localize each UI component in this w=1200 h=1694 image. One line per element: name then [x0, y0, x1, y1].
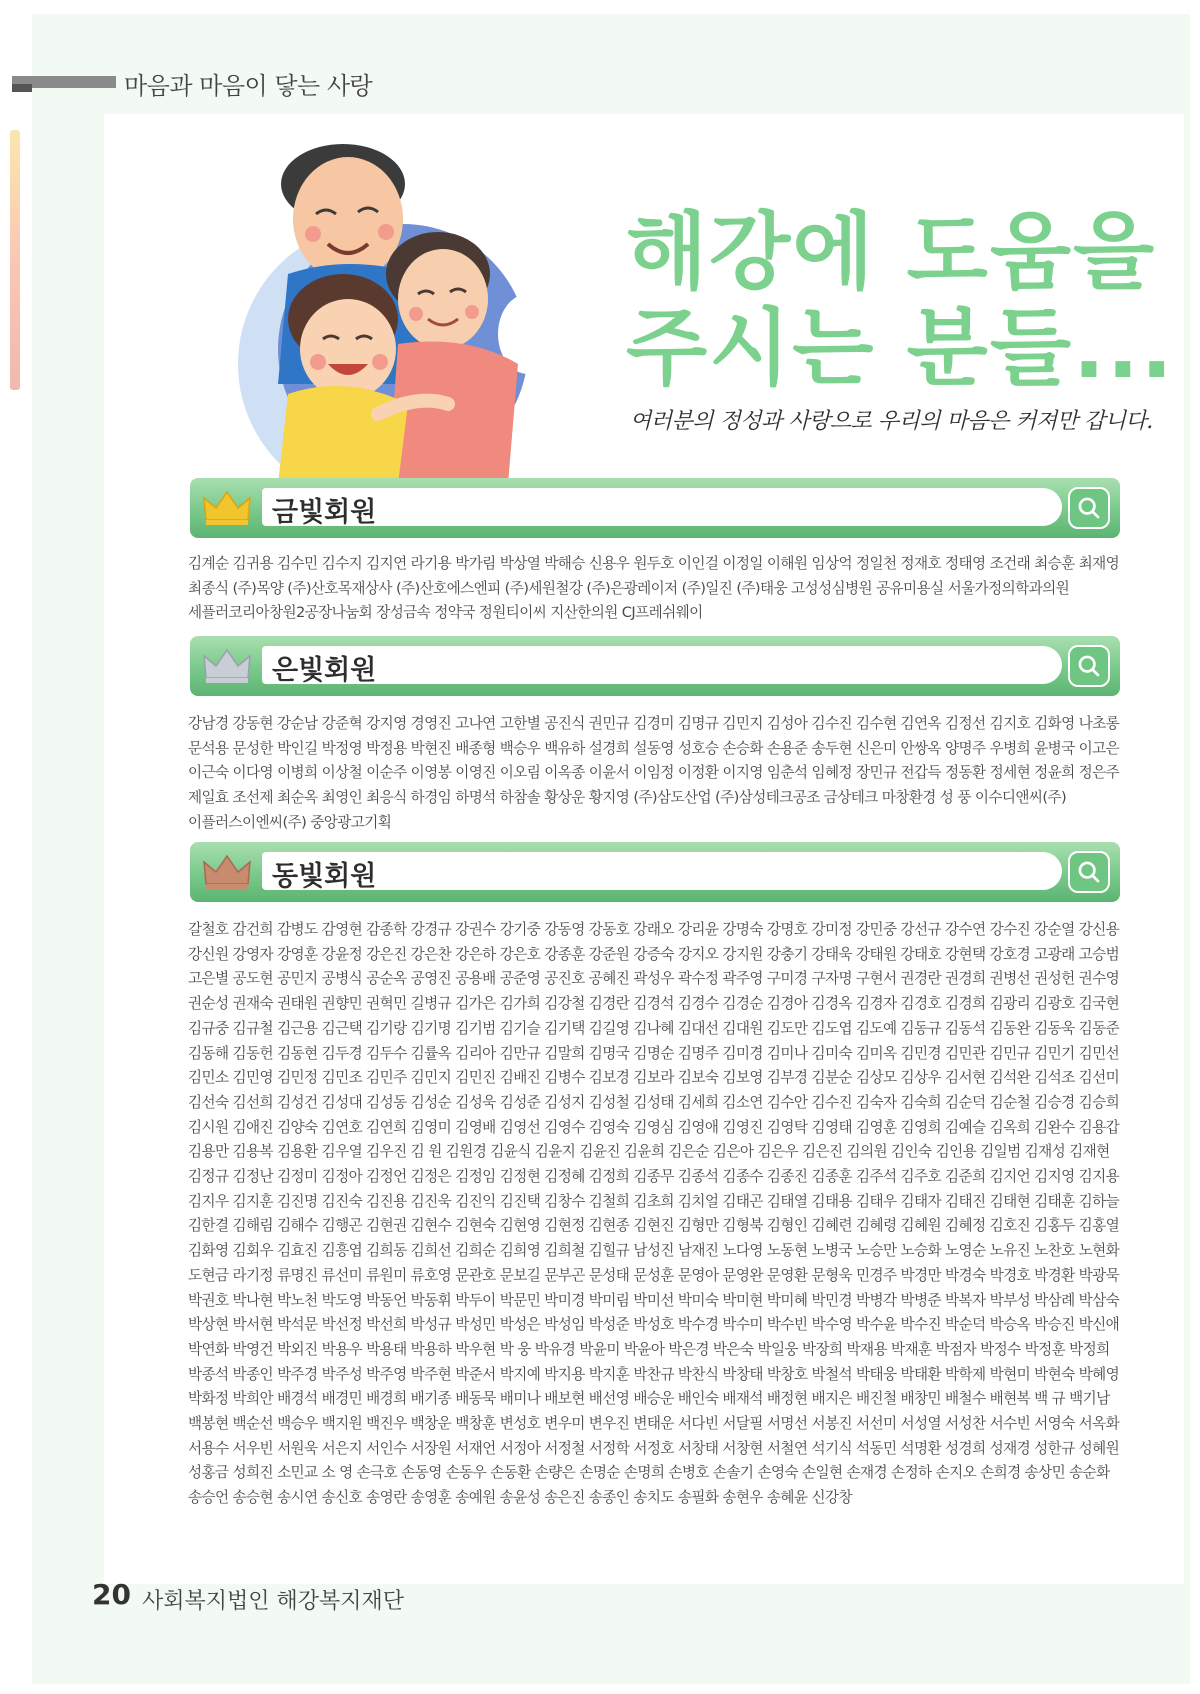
bronze-crown-icon — [202, 854, 252, 890]
tier-label-silver: 은빛회원 — [272, 655, 377, 686]
family-hug-illustration — [228, 134, 558, 484]
binder-edge — [10, 130, 20, 390]
silver-crown-icon — [202, 648, 252, 684]
footer-org-name: 사회복지법인 해강복지재단 — [142, 1589, 405, 1614]
header-rule-accent — [12, 84, 32, 92]
tier-label-gold: 금빛회원 — [272, 497, 377, 528]
tier-label-pill — [262, 488, 1062, 526]
silver-member-list: 강남경 강동현 강순남 강준혁 강지영 경영진 고나연 고한별 공진식 권민규 김경미 김명규 김민지 김성아 김수진 김수현 김연옥 김정선 김지호 김화영 나초롱 문석용 문성한 박인길 박정영 박정용 박현진 배종형 백승우 백유하 설경희 설동영 성호승 손승화 손용준 송두현 신은미 안쌍옥 양명주 우병희 윤병국 이고은 이근숙 이다영 이병희 이상철 이순주 이영봉 이영진 이오림 이옥종 이윤서 이임정 이정환 이지영 임춘석 임혜정 장민규 전갑득 정동환 정세현 정윤희 정은주 제일효 조선제 최순옥 최영인 최응식 하경임 하명석 하참솔 황상운 황지영 (주)삼도산업 (주)삼성테크공조 금상테크 마창환경 성 풍 이수디앤씨(주) 이플러스이엔씨(주) 중앙광고기획 — [188, 715, 1120, 831]
page-number: 20 — [92, 1578, 131, 1611]
gold-crown-icon — [202, 490, 252, 526]
headline: 해강에 도움을 주시는 분들... — [626, 203, 1175, 397]
section-title: 마음과 마음이 닿는 사랑 — [124, 72, 373, 100]
search-icon[interactable] — [1068, 645, 1110, 687]
bronze-member-list: 갈철호 감건희 감병도 감영현 감종학 강경규 강권수 강기중 강동영 강동호 강래오 강리윤 강명숙 강명호 강미정 강민중 강선규 강수연 강수진 강순열 강신용 강신원 강영자 강영훈 강윤정 강은진 강은찬 강은하 강은호 강종훈 강준원 강증숙 강지오 강지원 강충기 강태욱 강태원 강태호 강현택 강호경 고광래 고승범 고은별 공도현 공민지 공병식 공순옥 공영진 공용배 공준영 공진호 공혜진 곽성우 곽수정 곽주영 구미경 구자명 구현서 권경란 권경희 권병선 권성헌 권수영 권순성 권재숙 권태원 권향민 권혁민 길병규 김가은 김가희 김강철 김경란 김경석 김경수 김경순 김경아 김경옥 김경자 김경호 김경희 김광리 김광호 김국현 김규중 김규철 김근용 김근택 김기랑 김기명 김기범 김기슬 김기택 김길영 김나혜 김대선 김대원 김도만 김도엽 김도예 김동규 김동석 김동완 김동욱 김동준 김동해 김동헌 김동현 김두경 김두수 김률옥 김리아 김만규 김말희 김명국 김명순 김명주 김미경 김미나 김미숙 김미옥 김민경 김민관 김민규 김민기 김민선 김민소 김민영 김민정 김민조 김민주 김민지 김민진 김배진 김병수 김보경 김보라 김보숙 김보영 김부경 김분순 김상모 김상우 김서현 김석완 김석조 김선미 김선숙 김선희 김성건 김성대 김성동 김성순 김성욱 김성준 김성지 김성철 김성태 김세희 김소연 김수안 김수진 김숙자 김숙희 김순덕 김순철 김승경 김승희 김시원 김애진 김양숙 김연호 김연희 김영미 김영배 김영선 김영수 김영숙 김영심 김영애 김영진 김영탁 김영태 김영훈 김영희 김예슬 김옥희 김완수 김용갑 김용만 김용복 김용환 김우열 김우진 김 원 김원경 김윤식 김윤지 김윤진 김윤희 김은순 김은아 김은우 김은진 김의원 김인숙 김인용 김일범 김재성 김재현 김정규 김정난 김정미 김정아 김정언 김정은 김정임 김정현 김정혜 김정희 김종무 김종석 김종수 김종진 김종훈 김주석 김주호 김준희 김지언 김지영 김지용 김지우 김지훈 김진명 김진숙 김진용 김진욱 김진익 김진택 김창수 김철희 김초희 김치얼 김태곤 김태열 김태용 김태우 김태자 김태진 김태현 김태훈 김하늘 김한결 김해림 김해수 김행곤 김현권 김현수 김현숙 김현영 김현정 김현종 김현진 김형만 김형북 김형인 김혜련 김혜령 김혜원 김혜정 김호진 김홍두 김홍열 김화영 김회우 김효진 김흥엽 김희동 김희선 김희순 김희영 김희철 김힐규 남성진 남재진 노다영 노동현 노병국 노승만 노승화 노영순 노유진 노찬호 노현화 도현금 라기정 류명진 류선미 류원미 류호영 문관호 문보길 문부곤 문성태 문성훈 문영아 문영완 문영환 문형욱 민경주 박경만 박경숙 박경호 박경환 박광묵 박권호 박나현 박노천 박도영 박동언 박동휘 박두이 박문민 박미경 박미림 박미선 박미숙 박미현 박미혜 박민경 박병각 박병준 박복자 박부성 박삼례 박삼숙 박상현 박서현 박석문 박선정 박선희 박성규 박성민 박성은 박성임 박성준 박성호 박수경 박수미 박수빈 박수영 박수윤 박수진 박순덕 박승옥 박승진 박신애 박연화 박영건 박외진 박용우 박용태 박용하 박우현 박 웅 박유경 박윤미 박윤아 박은경 박은숙 박일웅 박장희 박재용 박재훈 박점자 박정수 박정훈 박정희 박종석 박종인 박주경 박주성 박주영 박주현 박준서 박지예 박지용 박지훈 박찬규 박찬식 박창태 박창호 박철석 박태웅 박태환 박학제 박현미 박현숙 박혜영 박화정 박희안 배경석 배경민 배경희 배기종 배동묵 배미나 배보현 배선영 배승운 배인숙 배재석 배정현 배지은 배진철 배창민 배철수 배현복 백 규 백기남 백봉현 백순선 백승우 백지원 백진우 백창운 백창훈 변성호 변우미 변우진 변태운 서다빈 서달필 서명선 서봉진 서선미 서성열 서성찬 서수빈 서영숙 서옥화 서용수 서우빈 서원욱 서은지 서인수 서장원 서재언 서정아 서정철 서정학 서정호 서창태 서창현 서철연 석기식 석동민 석명환 성경희 성재경 성한규 성혜원 성홍금 성희진 소민교 소 영 손극호 손동영 손동우 손동환 손량은 손명순 손명희 손병호 손솔기 손영숙 손일현 손재경 손정하 손지오 손희경 송상민 송순화 송승언 송승현 송시연 송신호 송영란 송영훈 송예원 송윤성 송은진 송종인 송치도 송필화 송현우 송혜윤 신강창 — [188, 921, 1120, 1507]
gold-member-list: 김계순 김귀용 김수민 김수지 김지연 라기용 박가림 박상열 박해승 신용우 원두호 이인걸 이정일 이해원 임상억 정일천 정재호 정태영 조건래 최승훈 최재영 최종식 (주)목양 (주)산호목재상사 (주)산호에스엔피 (주)세원철강 (주)은광레이저 (주)일진 (주)태웅 고성성심병원 공유미용실 서울가정의학과의원 세플러코리아창원2공장나눔회 장성금속 정약국 정원티이씨 지산한의원 CJ프레쉬웨이 — [188, 555, 1120, 622]
tier-bar-bronze — [190, 842, 1120, 902]
search-icon[interactable] — [1068, 851, 1110, 893]
tier-bar-silver — [190, 636, 1120, 696]
tier-label-bronze: 동빛회원 — [272, 861, 377, 892]
subline: 여러분의 정성과 사랑으로 우리의 마음은 커져만 갑니다. — [630, 409, 1153, 434]
tier-label-pill — [262, 646, 1062, 684]
tier-bar-gold — [190, 478, 1120, 538]
search-icon[interactable] — [1068, 487, 1110, 529]
tier-label-pill — [262, 852, 1062, 890]
